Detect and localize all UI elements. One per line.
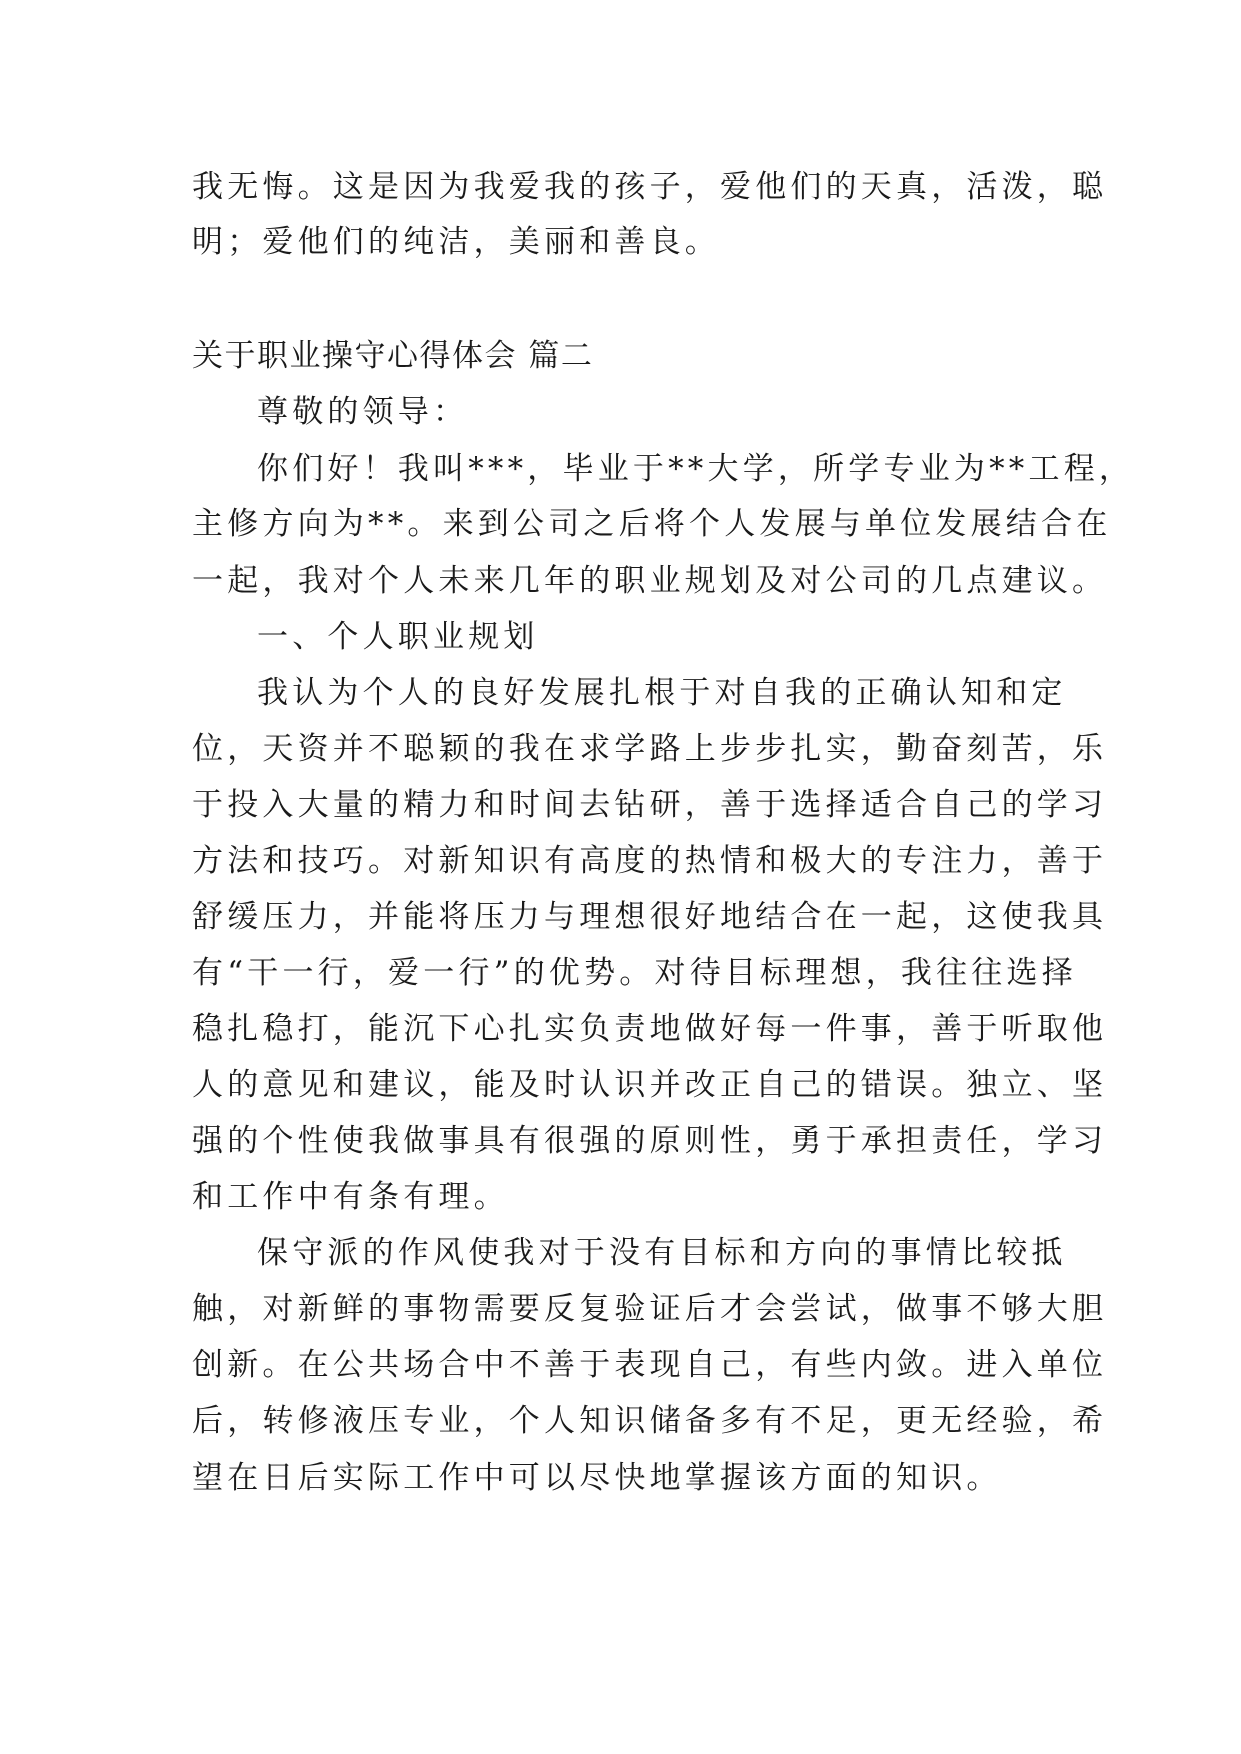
text-line: 舒缓压力，并能将压力与理想很好地结合在一起，这使我具 [192,899,1108,935]
text-line: 有“干一行，爱一行”的优势。对待目标理想，我往往选择 [192,955,1077,991]
text-line: 和工作中有条有理。 [192,1179,509,1215]
text-line: 人的意见和建议，能及时认识并改正自己的错误。独立、坚 [192,1067,1108,1103]
text-line: 触，对新鲜的事物需要反复验证后才会尝试，做事不够大胆 [192,1291,1108,1327]
text-line: 保守派的作风使我对于没有目标和方向的事情比较抵 [257,1235,1067,1271]
text-line: 方法和技巧。对新知识有高度的热情和极大的专注力，善于 [192,843,1108,879]
text-line: 我无悔。这是因为我爱我的孩子，爱他们的天真，活泼，聪 [192,169,1108,205]
text-line: 强的个性使我做事具有很强的原则性，勇于承担责任，学习 [192,1123,1108,1159]
salutation: 尊敬的领导： [257,394,469,430]
text-line: 位，天资并不聪颖的我在求学路上步步扎实，勤奋刻苦，乐 [192,731,1108,767]
text-line: 你们好！我叫***，毕业于**大学，所学专业为**工程， [257,451,1135,487]
subheading: 一、个人职业规划 [257,619,539,655]
text-line: 于投入大量的精力和时间去钻研，善于选择适合自己的学习 [192,787,1108,823]
text-line: 后，转修液压专业，个人知识储备多有不足，更无经验，希 [192,1403,1108,1439]
text-line: 创新。在公共场合中不善于表现自己，有些内敛。进入单位 [192,1347,1108,1383]
text-line: 稳扎稳打，能沉下心扎实负责地做好每一件事，善于听取他 [192,1011,1108,1047]
text-line: 明；爱他们的纯洁，美丽和善良。 [192,224,720,260]
text-line: 我认为个人的良好发展扎根于对自我的正确认知和定 [257,675,1067,711]
text-line: 主修方向为**。来到公司之后将个人发展与单位发展结合在 [192,506,1112,542]
text-line: 望在日后实际工作中可以尽快地掌握该方面的知识。 [192,1460,1002,1496]
text-line: 一起，我对个人未来几年的职业规划及对公司的几点建议。 [192,563,1108,599]
section-heading: 关于职业操守心得体会 篇二 [192,338,594,374]
